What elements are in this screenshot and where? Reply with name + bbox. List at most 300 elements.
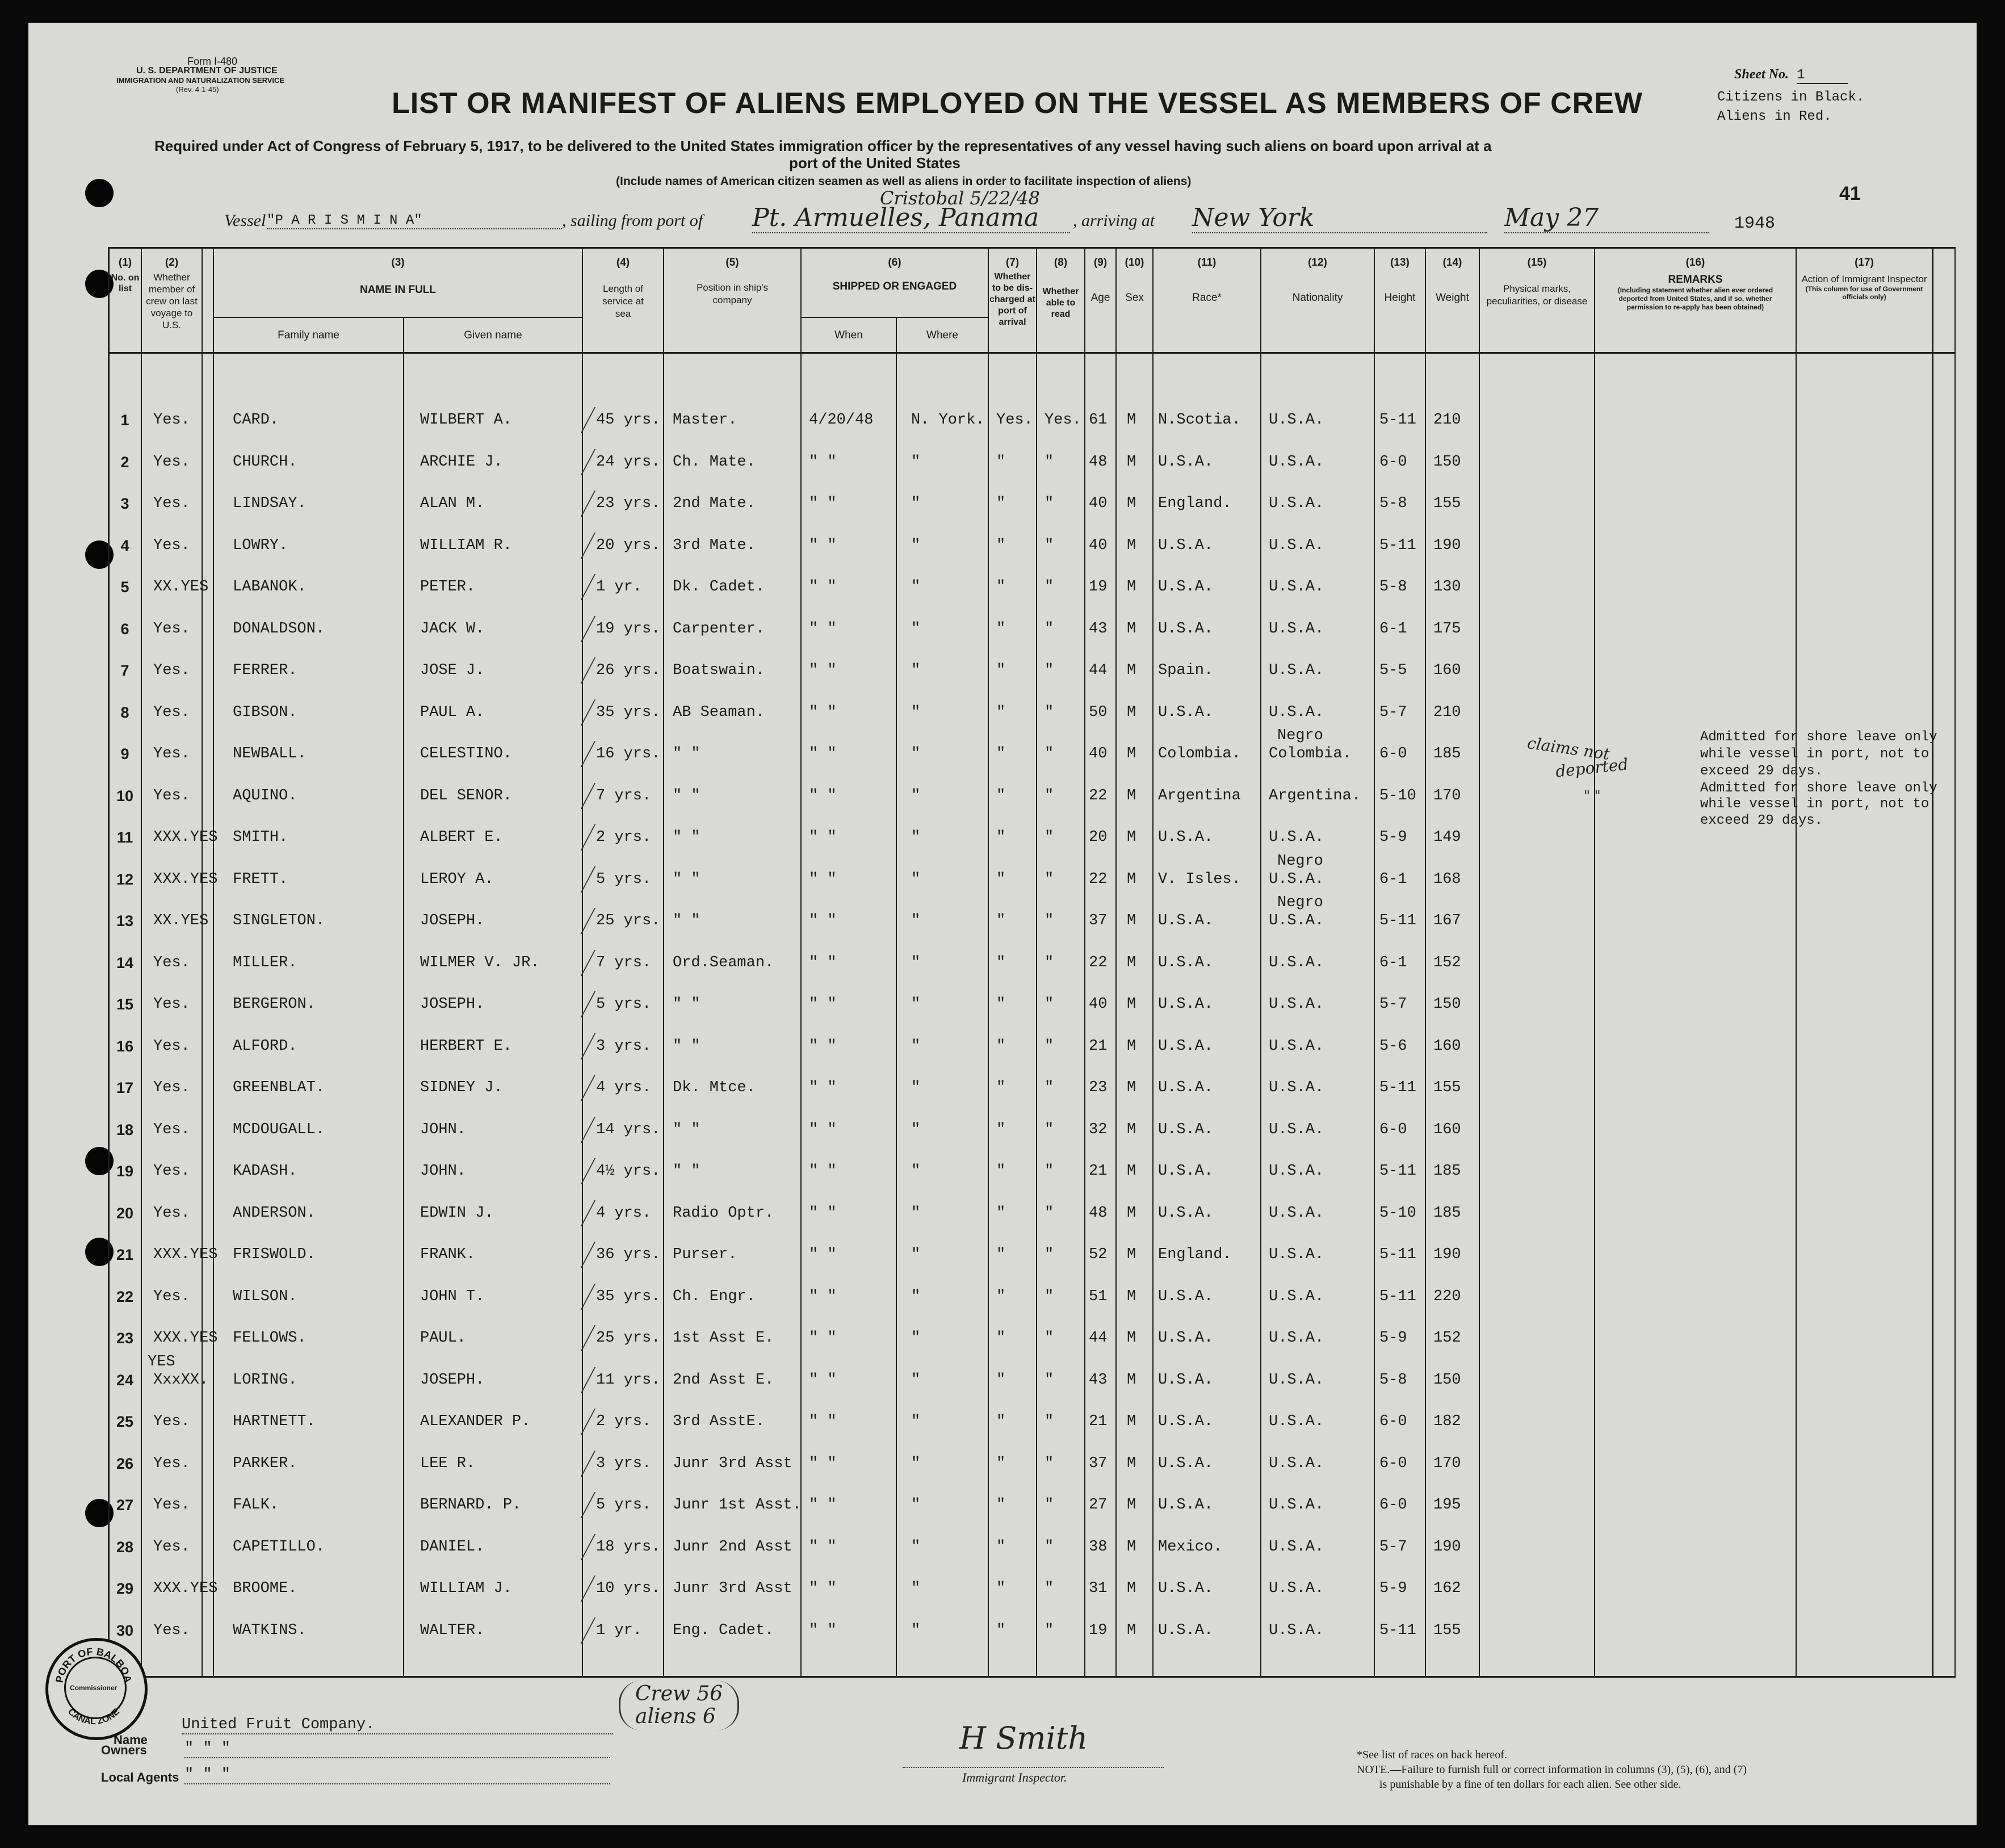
family-name-cell: PARKER. (233, 1455, 297, 1472)
height-cell: 6-0 (1379, 1121, 1407, 1138)
arriving-label: , arriving at (1073, 211, 1155, 230)
last-voyage-cell: Yes. (153, 1204, 190, 1222)
given-name-cell: WILLIAM R. (420, 537, 513, 554)
col16-header: (16) REMARKS (Including statement whether alien ever ordered deported from United States, and if so, whether permission to re-apply has been obtained) (1617, 257, 1773, 311)
row-number: 22 (116, 1288, 134, 1305)
shipped-when-cell: " " (809, 662, 837, 679)
age-cell: 23 (1089, 1079, 1108, 1096)
family-name-cell: LORING. (233, 1371, 297, 1389)
service-length-cell: 19 yrs. (596, 620, 661, 638)
race-cell: Argentina (1158, 787, 1241, 804)
nationality-cell: U.S.A. (1269, 1288, 1324, 1305)
col6-header: (6) SHIPPED OR ENGAGED (832, 257, 957, 292)
service-length-cell: 35 yrs. (596, 1288, 661, 1305)
row-number: 4 (120, 537, 129, 554)
age-cell: 38 (1089, 1538, 1108, 1556)
weight-cell: 210 (1433, 412, 1461, 429)
weight-cell: 175 (1433, 620, 1461, 638)
nationality-cell: U.S.A. (1269, 829, 1324, 846)
col9-header: (9) Age (1090, 257, 1110, 304)
svg-text:CANAL ZONE: CANAL ZONE (66, 1707, 121, 1727)
able-to-read-cell: " (1045, 954, 1054, 971)
given-name-cell: PAUL A. (420, 703, 485, 721)
row-number: 1 (120, 412, 129, 429)
height-cell: 5-9 (1379, 829, 1407, 846)
nationality-cell: U.S.A. (1269, 495, 1324, 512)
shipped-when-cell: " " (809, 1163, 837, 1180)
discharged-cell: " (996, 870, 1006, 888)
age-cell: 32 (1089, 1121, 1108, 1138)
page-number: 41 (1839, 183, 1861, 204)
remark-row9-line1: Admitted for shore leave only (1700, 730, 1937, 745)
position-cell: " " (673, 870, 701, 888)
service-length-cell: 7 yrs. (596, 954, 652, 971)
sex-cell: M (1127, 870, 1136, 888)
discharged-cell: " (996, 787, 1006, 804)
service-length-cell: 11 yrs. (596, 1371, 661, 1389)
able-to-read-cell: " (1045, 1163, 1054, 1180)
last-voyage-cell: XXX.YES (153, 1580, 218, 1597)
discharged-cell: " (996, 1079, 1006, 1096)
row-number: 14 (116, 954, 134, 971)
nationality-cell: U.S.A. (1269, 1330, 1324, 1347)
footer-company: United Fruit Company. (182, 1716, 613, 1734)
weight-cell: 220 (1433, 1288, 1461, 1305)
shipped-when-cell: " " (809, 1413, 837, 1430)
shipped-where-cell: " (911, 1163, 921, 1180)
position-cell: " " (673, 829, 701, 846)
remark-row10-line2: while vessel in port, not to (1700, 797, 1930, 812)
height-cell: 5-6 (1379, 1037, 1407, 1055)
shipped-when-cell: " " (809, 579, 837, 596)
nationality-cell: U.S.A. (1269, 1246, 1324, 1263)
last-voyage-cell: Yes. (153, 620, 190, 638)
row-number: 9 (120, 745, 129, 762)
discharged-cell: " (996, 1580, 1006, 1597)
sex-cell: M (1127, 1079, 1136, 1096)
footer-note-3: is punishable by a fine of ten dollars for each alien. See other side. (1379, 1778, 1681, 1791)
position-cell: AB Seaman. (673, 703, 765, 721)
race-cell: England. (1158, 495, 1232, 512)
row-number: 29 (116, 1580, 134, 1597)
weight-cell: 167 (1433, 912, 1461, 929)
given-name-cell: ALEXANDER P. (420, 1413, 531, 1430)
race-cell: U.S.A. (1158, 1037, 1214, 1055)
shipped-when-cell: " " (809, 495, 837, 512)
row-number: 30 (116, 1621, 134, 1639)
weight-cell: 162 (1433, 1580, 1461, 1597)
position-cell: 1st Asst E. (673, 1330, 774, 1347)
nationality-cell: Argentina. (1269, 787, 1361, 804)
given-name-cell: ARCHIE J. (420, 453, 503, 471)
weight-cell: 168 (1433, 870, 1461, 888)
position-cell: Eng. Cadet. (673, 1621, 774, 1639)
nationality-cell: U.S.A. (1269, 579, 1324, 596)
nationality-cell: U.S.A. (1269, 1580, 1324, 1597)
weight-cell: 130 (1433, 579, 1461, 596)
service-length-cell: 45 yrs. (596, 412, 661, 429)
family-name-cell: LABANOK. (233, 579, 307, 596)
position-cell: Ch. Mate. (673, 453, 756, 471)
nationality-cell: U.S.A. (1269, 703, 1324, 721)
last-voyage-cell: Yes. (153, 954, 190, 971)
given-name-cell: JOSEPH. (420, 912, 485, 929)
row-number: 27 (116, 1497, 134, 1514)
shipped-when-cell: " " (809, 745, 837, 762)
height-cell: 6-0 (1379, 1455, 1407, 1472)
arrival-date: May 27 (1504, 203, 1709, 233)
last-voyage-cell: Yes. (153, 453, 190, 471)
weight-cell: 185 (1433, 1204, 1461, 1222)
col14-header: (14) Weight (1436, 257, 1469, 304)
shipped-where-cell: " (911, 1121, 921, 1138)
discharged-cell: " (996, 1037, 1006, 1055)
sex-cell: M (1127, 1121, 1136, 1138)
age-cell: 21 (1089, 1163, 1108, 1180)
position-cell: " " (673, 1121, 701, 1138)
age-cell: 40 (1089, 537, 1108, 554)
able-to-read-cell: " (1045, 662, 1054, 679)
family-name-cell: AQUINO. (233, 787, 297, 804)
citizens-note: Citizens in Black. (1717, 90, 1865, 105)
given-name-cell: JOHN T. (420, 1288, 485, 1305)
service-length-cell: 14 yrs. (596, 1121, 661, 1138)
sex-cell: M (1127, 1497, 1136, 1514)
family-name-cell: KADASH. (233, 1163, 297, 1180)
col6-when-header: When (834, 329, 863, 341)
position-cell: Junr 3rd Asst (673, 1580, 792, 1597)
crew-table (28, 23, 1977, 1825)
shipped-where-cell: " (911, 996, 921, 1013)
weight-cell: 150 (1433, 453, 1461, 471)
nationality-cell: U.S.A. (1269, 1497, 1324, 1514)
able-to-read-cell: " (1045, 1079, 1054, 1096)
sex-cell: M (1127, 1330, 1136, 1347)
weight-cell: 155 (1433, 1079, 1461, 1096)
row-number: 26 (116, 1455, 134, 1472)
family-name-cell: SINGLETON. (233, 912, 325, 929)
shipped-when-cell: " " (809, 829, 837, 846)
position-cell: Purser. (673, 1246, 737, 1263)
age-cell: 40 (1089, 745, 1108, 762)
height-cell: 5-11 (1379, 412, 1416, 429)
height-cell: 5-11 (1379, 537, 1416, 554)
age-cell: 48 (1089, 453, 1108, 471)
discharged-cell: " (996, 620, 1006, 638)
service-length-cell: 23 yrs. (596, 495, 661, 512)
shipped-where-cell: " (911, 1580, 921, 1597)
last-voyage-cell: Yes. (153, 1413, 190, 1430)
family-name-cell: GREENBLAT. (233, 1079, 325, 1096)
able-to-read-cell: " (1045, 620, 1054, 638)
height-cell: 5-11 (1379, 1246, 1416, 1263)
col13-header: (13) Height (1384, 257, 1416, 304)
nationality-cell: U.S.A. (1269, 1371, 1324, 1389)
race-cell: U.S.A. (1158, 912, 1214, 929)
position-cell: " " (673, 787, 701, 804)
age-cell: 31 (1089, 1580, 1108, 1597)
shipped-when-cell: " " (809, 870, 837, 888)
shipped-when-cell: " " (809, 1621, 837, 1639)
height-cell: 5-8 (1379, 1371, 1407, 1389)
race-cell: U.S.A. (1158, 1121, 1214, 1138)
age-cell: 19 (1089, 1621, 1108, 1639)
able-to-read-cell: " (1045, 1497, 1054, 1514)
able-to-read-cell: " (1045, 1371, 1054, 1389)
shipped-when-cell: " " (809, 1037, 837, 1055)
height-cell: 6-0 (1379, 745, 1407, 762)
shipped-when-cell: " " (809, 1538, 837, 1556)
sex-cell: M (1127, 1037, 1136, 1055)
shipped-when-cell: " " (809, 912, 837, 929)
nationality-cell: U.S.A. (1269, 1079, 1324, 1096)
sex-cell: M (1127, 1538, 1136, 1556)
nationality-cell: U.S.A. (1269, 912, 1324, 929)
svg-text:PORT OF BALBOA: PORT OF BALBOA (53, 1645, 134, 1684)
col12-header: (12) Nationality (1292, 257, 1343, 304)
weight-cell: 190 (1433, 1246, 1461, 1263)
height-cell: 5-8 (1379, 495, 1407, 512)
sex-cell: M (1127, 745, 1136, 762)
shipped-where-cell: " (911, 912, 921, 929)
given-name-cell: FRANK. (420, 1246, 476, 1263)
footer-note-2: NOTE.—Failure to furnish full or correct information in columns (3), (5), (6), and (7) (1357, 1763, 1747, 1776)
discharged-cell: " (996, 579, 1006, 596)
service-length-cell: 5 yrs. (596, 996, 652, 1013)
service-length-cell: 5 yrs. (596, 870, 652, 888)
position-cell: Junr 1st Asst. (673, 1497, 802, 1514)
vessel-name: "P A R I S M I N A" (267, 213, 562, 229)
last-voyage-cell: XXX.YES (153, 1246, 218, 1263)
footer-agents-value: " " " (184, 1766, 610, 1784)
last-voyage-cell: Yes. (153, 1455, 190, 1472)
position-cell: 2nd Mate. (673, 495, 756, 512)
given-name-cell: SIDNEY J. (420, 1079, 503, 1096)
height-cell: 5-7 (1379, 996, 1407, 1013)
last-voyage-cell: Yes. (153, 745, 190, 762)
discharged-cell: " (996, 829, 1006, 846)
nationality-annotation: Negro (1277, 727, 1324, 744)
sex-cell: M (1127, 1246, 1136, 1263)
able-to-read-cell: " (1045, 870, 1054, 888)
discharged-cell: " (996, 1330, 1006, 1347)
position-cell: Master. (673, 412, 737, 429)
shipped-when-cell: " " (809, 1204, 837, 1222)
col11-header: (11) Race* (1192, 257, 1222, 304)
service-length-cell: 3 yrs. (596, 1037, 652, 1055)
crew-count-note: Crew 56 aliens 6 (619, 1681, 739, 1730)
family-name-cell: WATKINS. (233, 1621, 307, 1639)
race-cell: U.S.A. (1158, 620, 1214, 638)
discharged-cell: " (996, 1455, 1006, 1472)
shipped-when-cell: " " (809, 453, 837, 471)
height-cell: 6-1 (1379, 954, 1407, 971)
service-length-cell: 26 yrs. (596, 662, 661, 679)
position-cell: 3rd Mate. (673, 537, 756, 554)
race-cell: U.S.A. (1158, 829, 1214, 846)
given-name-cell: JOSEPH. (420, 996, 485, 1013)
discharged-cell: " (996, 1413, 1006, 1430)
race-cell: N.Scotia. (1158, 412, 1241, 429)
weight-cell: 185 (1433, 1163, 1461, 1180)
weight-cell: 160 (1433, 662, 1461, 679)
physical-note-line1: claims not (1526, 733, 1611, 764)
race-cell: U.S.A. (1158, 703, 1214, 721)
weight-cell: 182 (1433, 1413, 1461, 1430)
shipped-where-cell: " (911, 662, 921, 679)
col3-family-header: Family name (278, 329, 339, 341)
able-to-read-cell: " (1045, 1538, 1054, 1556)
position-cell: Junr 3rd Asst (673, 1455, 792, 1472)
sex-cell: M (1127, 996, 1136, 1013)
sex-cell: M (1127, 537, 1136, 554)
nationality-cell: U.S.A. (1269, 954, 1324, 971)
col17-header: (17) Action of Immigrant Inspector (This column for use of Government officials only) (1801, 257, 1927, 301)
service-length-cell: 10 yrs. (596, 1580, 661, 1597)
given-name-cell: ALBERT E. (420, 829, 503, 846)
subtitle-line-2: port of the United States (789, 154, 960, 171)
shipped-where-cell: " (911, 620, 921, 638)
last-voyage-cell: Yes. (153, 1538, 190, 1556)
shipped-where-cell: " (911, 829, 921, 846)
row-number: 5 (120, 579, 129, 596)
shipped-where-cell: " (911, 537, 921, 554)
service-length-cell: 2 yrs. (596, 829, 652, 846)
row-number: 2 (120, 453, 129, 471)
shipped-where-cell: N. York. (911, 412, 985, 429)
sex-cell: M (1127, 1288, 1136, 1305)
sex-cell: M (1127, 787, 1136, 804)
height-cell: 6-0 (1379, 453, 1407, 471)
row-number: 19 (116, 1163, 134, 1180)
arriving-port: New York (1192, 203, 1487, 233)
race-cell: V. Isles. (1158, 870, 1241, 888)
race-cell: U.S.A. (1158, 1371, 1214, 1389)
discharged-cell: " (996, 495, 1006, 512)
given-name-cell: WILBERT A. (420, 412, 513, 429)
row-number: 7 (120, 662, 129, 679)
height-cell: 6-0 (1379, 1413, 1407, 1430)
discharged-cell: " (996, 1163, 1006, 1180)
col3-header: (3) NAME IN FULL (359, 257, 437, 296)
position-cell: 3rd AsstE. (673, 1413, 765, 1430)
position-cell: 2nd Asst E. (673, 1371, 774, 1389)
weight-cell: 155 (1433, 1621, 1461, 1639)
family-name-cell: SMITH. (233, 829, 288, 846)
race-cell: U.S.A. (1158, 453, 1214, 471)
given-name-cell: LEROY A. (420, 870, 494, 888)
race-cell: Colombia. (1158, 745, 1241, 762)
form-service: IMMIGRATION AND NATURALIZATION SERVICE (116, 76, 285, 85)
shipped-where-cell: " (911, 1497, 921, 1514)
row-number: 17 (116, 1079, 134, 1096)
shipped-when-cell: " " (809, 787, 837, 804)
position-cell: Dk. Mtce. (673, 1079, 756, 1096)
col15-header: (15) Physical marks, peculiarities, or disease (1486, 257, 1588, 307)
race-cell: U.S.A. (1158, 1288, 1214, 1305)
footer-note-1: *See list of races on back hereof. (1357, 1749, 1507, 1761)
age-cell: 37 (1089, 1455, 1108, 1472)
sex-cell: M (1127, 662, 1136, 679)
shipped-where-cell: " (911, 787, 921, 804)
age-cell: 44 (1089, 1330, 1108, 1347)
able-to-read-cell: " (1045, 1413, 1054, 1430)
nationality-cell: U.S.A. (1269, 1621, 1324, 1639)
race-cell: U.S.A. (1158, 1455, 1214, 1472)
form-dept: U. S. DEPARTMENT OF JUSTICE (136, 66, 278, 76)
physical-note-line3: " " (1584, 788, 1601, 804)
service-length-cell: 1 yr. (596, 579, 643, 596)
form-rev: (Rev. 4-1-45) (176, 85, 219, 94)
weight-cell: 152 (1433, 954, 1461, 971)
service-length-cell: 3 yrs. (596, 1455, 652, 1472)
sex-cell: M (1127, 954, 1136, 971)
port-of-balboa-stamp (45, 1638, 148, 1740)
row-number: 24 (116, 1371, 134, 1389)
family-name-cell: FRETT. (233, 870, 288, 888)
race-cell: U.S.A. (1158, 1079, 1214, 1096)
service-length-cell: 25 yrs. (596, 1330, 661, 1347)
arrival-year: 1948 (1734, 214, 1776, 233)
inspector-label: Immigrant Inspector. (962, 1770, 1067, 1784)
shipped-when-cell: " " (809, 954, 837, 971)
able-to-read-cell: " (1045, 703, 1054, 721)
family-name-cell: FELLOWS. (233, 1330, 307, 1347)
inspector-signature: H Smith (959, 1720, 1088, 1756)
shipped-where-cell: " (911, 703, 921, 721)
race-cell: U.S.A. (1158, 954, 1214, 971)
footer-agents-label: Local Agents (101, 1770, 179, 1784)
position-cell: Radio Optr. (673, 1204, 774, 1222)
weight-cell: 150 (1433, 996, 1461, 1013)
discharged-cell: " (996, 537, 1006, 554)
given-name-cell: WILMER V. JR. (420, 954, 540, 971)
col2-header: (2) Whether member of crew on last voyage to U.S. (146, 257, 198, 330)
able-to-read-cell: " (1045, 1246, 1054, 1263)
age-cell: 48 (1089, 1204, 1108, 1222)
service-length-cell: 20 yrs. (596, 537, 661, 554)
weight-cell: 195 (1433, 1497, 1461, 1514)
row-number: 8 (120, 703, 129, 721)
col6-where-header: Where (926, 329, 958, 341)
physical-note-line2: deported (1554, 755, 1629, 781)
service-length-cell: 24 yrs. (596, 453, 661, 471)
weight-cell: 185 (1433, 745, 1461, 762)
age-cell: 51 (1089, 1288, 1108, 1305)
weight-cell: 150 (1433, 1371, 1461, 1389)
race-cell: U.S.A. (1158, 537, 1214, 554)
row-number: 20 (116, 1204, 134, 1222)
last-voyage-cell: XX.YES (153, 912, 209, 929)
given-name-cell: ALAN M. (420, 495, 485, 512)
service-length-cell: 2 yrs. (596, 1413, 652, 1430)
height-cell: 5-9 (1379, 1580, 1407, 1597)
shipped-where-cell: " (911, 495, 921, 512)
race-cell: U.S.A. (1158, 1163, 1214, 1180)
nationality-cell: U.S.A. (1269, 620, 1324, 638)
height-cell: 6-1 (1379, 870, 1407, 888)
nationality-cell: Colombia. (1269, 745, 1352, 762)
able-to-read-cell: " (1045, 1455, 1054, 1472)
last-voyage-cell: XXX.YES (153, 870, 218, 888)
height-cell: 5-9 (1379, 1330, 1407, 1347)
row-number: 11 (116, 829, 133, 846)
row-number: 25 (116, 1413, 134, 1430)
shipped-when-cell: " " (809, 1288, 837, 1305)
given-name-cell: WILLIAM J. (420, 1580, 513, 1597)
shipped-where-cell: " (911, 1246, 921, 1263)
given-name-cell: HERBERT E. (420, 1037, 513, 1055)
